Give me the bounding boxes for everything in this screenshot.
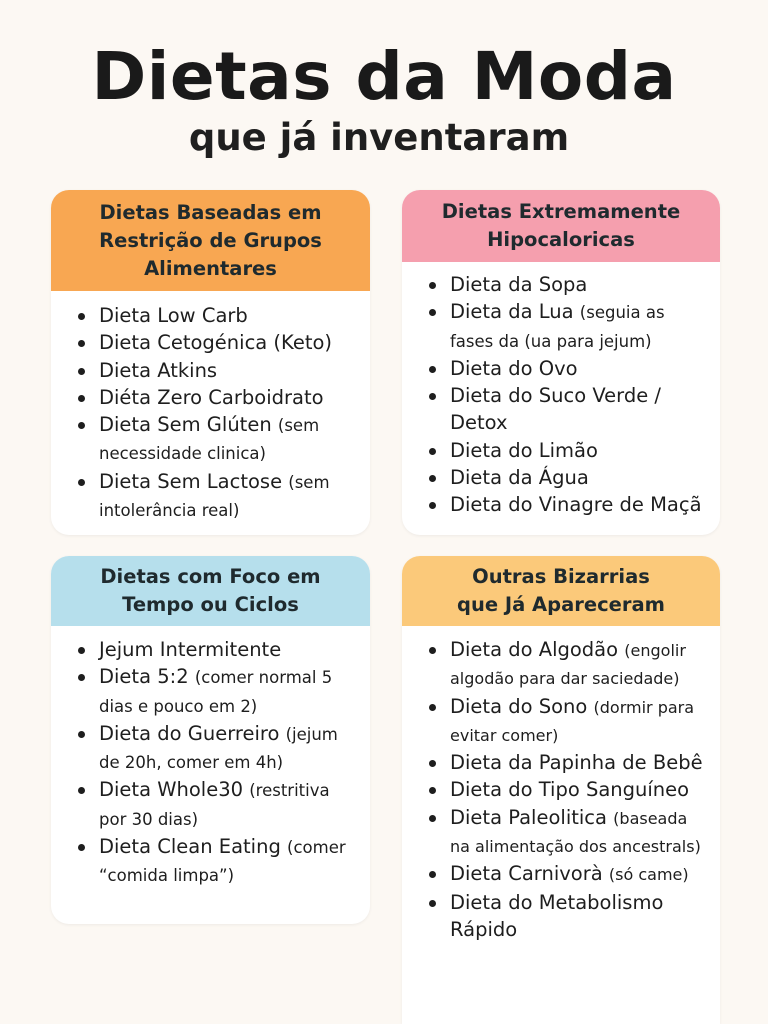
list-item (51, 636, 370, 663)
diet-list (51, 291, 370, 524)
diet-name: Dieta do Tipo Sanguíneo (450, 778, 690, 802)
card-header (402, 556, 720, 626)
list-item (402, 464, 720, 491)
diet-name: Dieta Whole30 (99, 778, 250, 802)
diet-name: Dieta 5:2 (99, 665, 195, 689)
list-item (402, 776, 720, 803)
list-item (402, 749, 720, 776)
diet-name: Dieta da Papinha de Bebê (450, 751, 703, 775)
card-header-title: Dietas Baseadas em Restrição de Grupos Alimentares (99, 200, 322, 280)
list-item (51, 411, 370, 468)
diet-note: (seguia as fases da (ua para jejum) (450, 303, 665, 351)
list-item (51, 833, 370, 890)
diet-name: Dieta Sem Glúten (99, 413, 278, 437)
diet-note: (comer normal 5 dias e pouco em 2) (99, 668, 333, 716)
list-item (51, 357, 370, 384)
diet-note: (comer “comida limpa”) (99, 838, 346, 886)
list-item (51, 720, 370, 777)
list-item (51, 302, 370, 329)
list-item (402, 693, 720, 750)
diet-name: Dieta Low Carb (99, 304, 248, 327)
list-item (402, 636, 720, 693)
list-item (402, 355, 720, 382)
list-item (402, 491, 720, 518)
card-hipocaloricas (402, 190, 720, 535)
diet-note: (sem necessidade clinica) (99, 416, 320, 464)
diet-name: Dieta do Ovo (450, 356, 578, 380)
diet-name: Dieta do Sono (450, 694, 594, 718)
list-item (51, 384, 370, 411)
diet-name: Jejum Intermitente (99, 638, 282, 661)
list-item (402, 860, 720, 888)
list-item (402, 889, 720, 944)
list-item (402, 298, 720, 355)
diet-note: (dormir para evitar comer) (450, 697, 695, 745)
diet-note: (sem intolerância real) (99, 472, 330, 521)
diet-name: Dieta Cetogénica (Keto) (99, 331, 333, 355)
card-header (51, 190, 370, 291)
diet-list (402, 626, 720, 943)
diet-name: Dieta do Suco Verde / Detox (450, 384, 661, 435)
card-header-title: Outras Bizarrias que Já Apareceram (457, 565, 665, 616)
diet-name: Dieta Clean Eating (99, 835, 288, 859)
card-header-title: Dietas com Foco em Tempo ou Ciclos (100, 565, 321, 616)
diet-name: Dieta do Algodão (450, 638, 625, 661)
list-item (402, 437, 720, 464)
diet-list (402, 262, 720, 519)
card-tempo-ciclos (51, 556, 370, 924)
card-header (51, 556, 370, 626)
diet-name: Dieta Paleolitica (450, 805, 614, 829)
diet-note: (engolir algodão para dar saciedade) (450, 641, 686, 689)
list-item (402, 804, 720, 861)
diet-note: (jejum de 20h, comer em 4h) (99, 724, 338, 773)
list-item (51, 776, 370, 833)
diet-note: (só came) (608, 865, 689, 885)
diet-name: Dieta Atkins (99, 358, 218, 382)
diet-name: Dieta da Lua (450, 300, 580, 324)
diet-name: Dieta do Metabolismo Rápido (450, 890, 664, 941)
list-item (51, 329, 370, 356)
diet-name: Dieta Carnivorà (450, 862, 609, 886)
card-header (402, 190, 720, 262)
list-item (51, 663, 370, 720)
diet-name: Dieta Sem Lactose (99, 469, 289, 493)
card-restricao-grupos (51, 190, 370, 535)
page-subtitle: que já inventaram (188, 116, 570, 159)
list-item (402, 382, 720, 437)
diet-name: Dieta do Guerreiro (99, 721, 286, 745)
diet-name: Dieta da Sopa (450, 273, 588, 296)
list-item (51, 468, 370, 525)
card-header-title: Dietas Extremamente Hipocaloricas (441, 200, 681, 251)
page-title: Dietas da Moda (91, 38, 677, 115)
diet-name: Diéta Zero Carboidrato (99, 385, 324, 409)
diet-name: Dieta da Água (450, 466, 589, 490)
diet-note: (restritiva por 30 dias) (99, 781, 330, 829)
diet-name: Dieta do Vinagre de Maçã (450, 493, 702, 517)
diet-name: Dieta do Limão (450, 438, 598, 462)
list-item (402, 271, 720, 298)
diet-note: (baseada na alimentação dos ancestrals) (450, 808, 701, 857)
card-outras-bizarrias (402, 556, 720, 1024)
diet-list (51, 626, 370, 890)
